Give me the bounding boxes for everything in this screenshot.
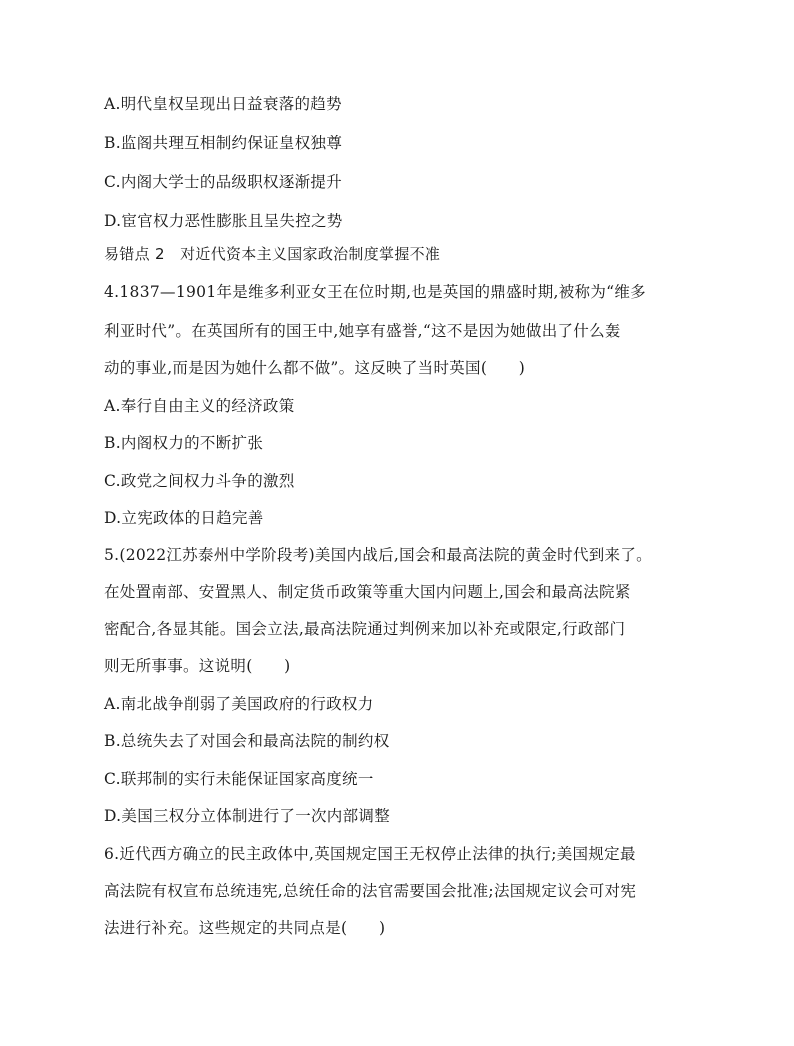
q6-stem-line-2: 高法院有权宣布总统违宪,总统任命的法官需要国会批准;法国规定议会可对宪 bbox=[104, 882, 637, 900]
q3-option-a: A.明代皇权呈现出日益衰落的趋势 bbox=[104, 95, 342, 113]
q3-option-c: C.内阁大学士的品级职权逐渐提升 bbox=[104, 173, 343, 191]
q6-stem-line-1: 6.近代西方确立的民主政体中,英国规定国王无权停止法律的执行;美国规定最 bbox=[104, 845, 636, 863]
q4-option-c: C.政党之间权力斗争的激烈 bbox=[104, 472, 295, 490]
section-heading: 易错点 2 对近代资本主义国家政治制度掌握不准 bbox=[104, 245, 441, 263]
q5-option-c: C.联邦制的实行未能保证国家高度统一 bbox=[104, 770, 374, 788]
q4-option-b: B.内阁权力的不断扩张 bbox=[104, 434, 264, 452]
q3-option-b: B.监阁共理互相制约保证皇权独尊 bbox=[104, 134, 343, 152]
q3-option-d: D.宦官权力恶性膨胀且呈失控之势 bbox=[104, 212, 343, 230]
q5-stem-line-3: 密配合,各显其能。国会立法,最高法院通过判例来加以补充或限定,行政部门 bbox=[104, 620, 626, 638]
q6-stem-line-3: 法进行补充。这些规定的共同点是( ) bbox=[104, 919, 386, 937]
q4-option-d: D.立宪政体的日趋完善 bbox=[104, 509, 264, 527]
q4-stem-line-2: 利亚时代”。在英国所有的国王中,她享有盛誉,“这不是因为她做出了什么轰 bbox=[104, 322, 621, 340]
q5-option-b: B.总统失去了对国会和最高法院的制约权 bbox=[104, 732, 390, 750]
q4-option-a: A.奉行自由主义的经济政策 bbox=[104, 397, 295, 415]
q5-stem-line-1: 5.(2022江苏泰州中学阶段考)美国内战后,国会和最高法院的黄金时代到来了。 bbox=[104, 546, 652, 564]
q5-option-a: A.南北战争削弱了美国政府的行政权力 bbox=[104, 695, 374, 713]
q4-stem-line-1: 4.1837—1901年是维多利亚女王在位时期,也是英国的鼎盛时期,被称为“维多 bbox=[104, 283, 646, 301]
q5-stem-line-2: 在处置南部、安置黑人、制定货币政策等重大国内问题上,国会和最高法院紧 bbox=[104, 583, 631, 601]
q5-option-d: D.美国三权分立体制进行了一次内部调整 bbox=[104, 807, 391, 825]
q4-stem-line-3: 动的事业,而是因为她什么都不做”。这反映了当时英国( ) bbox=[104, 359, 526, 377]
q5-stem-line-4: 则无所事事。这说明( ) bbox=[104, 657, 291, 675]
